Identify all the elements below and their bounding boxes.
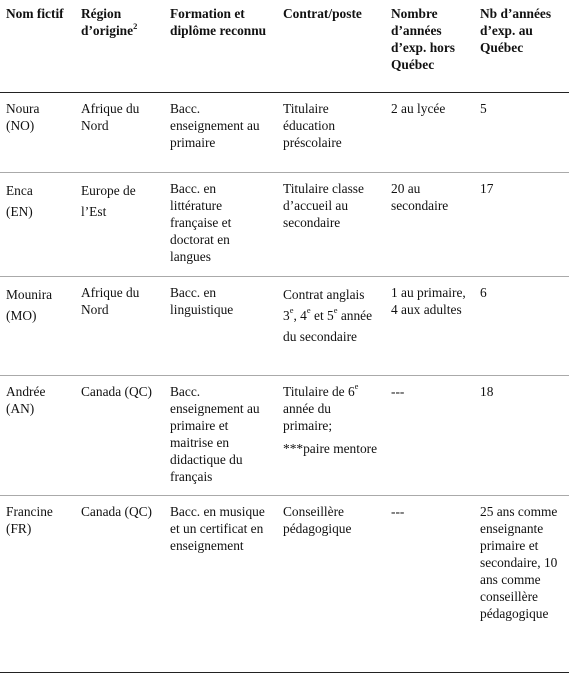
footnote-marker: 2 xyxy=(133,20,138,31)
cell-exp-hors xyxy=(385,495,474,672)
cell-contrat-text: Titulaire classe d’accueil au secondaire xyxy=(283,180,364,230)
cell-formation xyxy=(164,92,277,172)
ordinal-sup: e xyxy=(306,305,311,316)
header-row xyxy=(0,0,569,92)
ordinal-sup: e xyxy=(289,305,294,316)
header-exp-hors xyxy=(385,0,474,92)
header-formation xyxy=(164,0,277,92)
cell-nom-text: Noura (NO) xyxy=(6,100,40,133)
cell-contrat-c: et 5 xyxy=(310,307,334,323)
cell-exp-quebec xyxy=(474,495,569,672)
cell-exp-quebec-text: 25 ans comme enseignante primaire et secondaire, 10 ans comme conseillère pédagogique xyxy=(480,503,558,621)
cell-formation xyxy=(164,495,277,672)
cell-nom-code: (MO) xyxy=(6,307,37,323)
table-row xyxy=(0,92,569,172)
table-header xyxy=(0,0,569,92)
cell-exp-hors-text: 20 au secondaire xyxy=(391,180,449,213)
header-contrat-text: Contrat/poste xyxy=(283,6,362,21)
cell-formation-text: Bacc. enseignement au primaire et maitrise en didactique du français xyxy=(170,383,260,484)
table-row xyxy=(0,375,569,495)
cell-region-text: Afrique du Nord xyxy=(81,100,140,133)
cell-nom xyxy=(0,375,75,495)
cell-exp-hors-text: 1 au primaire, 4 aux adultes xyxy=(391,284,466,317)
cell-formation xyxy=(164,375,277,495)
cell-region xyxy=(75,276,164,375)
cell-exp-quebec xyxy=(474,92,569,172)
cell-contrat xyxy=(277,92,385,172)
cell-exp-quebec-text: 5 xyxy=(480,100,487,116)
cell-region xyxy=(75,495,164,672)
cell-contrat-a: Titulaire de 6 xyxy=(283,383,355,399)
cell-nom-text: Andrée (AN) xyxy=(6,383,46,416)
cell-exp-hors xyxy=(385,375,474,495)
cell-contrat-text: Titulaire éducation préscolaire xyxy=(283,100,342,150)
cell-nom xyxy=(0,276,75,375)
cell-region xyxy=(75,92,164,172)
cell-exp-hors-text: --- xyxy=(391,503,405,519)
cell-exp-quebec-text: 6 xyxy=(480,284,487,300)
cell-nom-name: Mounira xyxy=(6,286,53,302)
table-row xyxy=(0,172,569,276)
header-nom-text: Nom fictif xyxy=(6,6,64,21)
table-row xyxy=(0,276,569,375)
cell-region-text: Canada (QC) xyxy=(81,503,153,519)
header-formation-text: Formation et diplôme reconnu xyxy=(170,6,267,38)
cell-region-text: Europe de l’Est xyxy=(81,182,136,219)
cell-exp-quebec xyxy=(474,375,569,495)
cell-formation xyxy=(164,276,277,375)
table-row xyxy=(0,495,569,672)
header-exp-hors-text: Nombre d’années d’exp. hors Québec xyxy=(391,6,455,72)
cell-region xyxy=(75,375,164,495)
cell-nom-name: Enca xyxy=(6,182,33,198)
cell-formation-text: Bacc. en linguistique xyxy=(170,284,234,317)
cell-exp-hors-text: 2 au lycée xyxy=(391,100,446,116)
cell-contrat xyxy=(277,375,385,495)
cell-exp-hors xyxy=(385,276,474,375)
cell-contrat-text: Conseillère pédagogique xyxy=(283,503,352,536)
cell-exp-quebec-text: 17 xyxy=(480,180,494,196)
cell-contrat xyxy=(277,276,385,375)
cell-exp-quebec xyxy=(474,172,569,276)
cell-nom-text: Francine (FR) xyxy=(6,503,53,536)
cell-formation-text: Bacc. en littérature française et doctorat en langues xyxy=(170,180,232,264)
cell-exp-hors-text: --- xyxy=(391,383,405,399)
cell-region-text: Afrique du Nord xyxy=(81,284,140,317)
cell-formation xyxy=(164,172,277,276)
cell-nom xyxy=(0,172,75,276)
cell-exp-quebec-text: 18 xyxy=(480,383,494,399)
cell-contrat xyxy=(277,172,385,276)
header-contrat xyxy=(277,0,385,92)
header-exp-quebec-text: Nb d’années d’exp. au Québec xyxy=(480,6,552,55)
ordinal-sup: e xyxy=(354,381,359,392)
cell-nom-code: (EN) xyxy=(6,203,33,219)
cell-formation-text: Bacc. enseignement au primaire xyxy=(170,100,260,150)
cell-contrat-b: , 4 xyxy=(293,307,307,323)
cell-formation-text: Bacc. en musique et un certificat en enseignement xyxy=(170,503,265,553)
cell-nom xyxy=(0,495,75,672)
ordinal-sup: e xyxy=(333,305,338,316)
cell-contrat-d: année du secondaire xyxy=(283,307,373,344)
cell-exp-quebec xyxy=(474,276,569,375)
cell-contrat-b: année du primaire; xyxy=(283,400,333,433)
cell-contrat xyxy=(277,495,385,672)
cell-region xyxy=(75,172,164,276)
header-nom xyxy=(0,0,75,92)
header-region-text: Région d’origine xyxy=(81,6,134,38)
cell-nom xyxy=(0,92,75,172)
header-exp-quebec xyxy=(474,0,569,92)
cell-contrat-c: ***paire mentore xyxy=(283,440,378,456)
cell-exp-hors xyxy=(385,92,474,172)
header-region xyxy=(75,0,164,92)
cell-exp-hors xyxy=(385,172,474,276)
table-body xyxy=(0,92,569,672)
cell-region-text: Canada (QC) xyxy=(81,383,153,399)
cell-contrat-a: Contrat anglais 3 xyxy=(283,286,365,323)
